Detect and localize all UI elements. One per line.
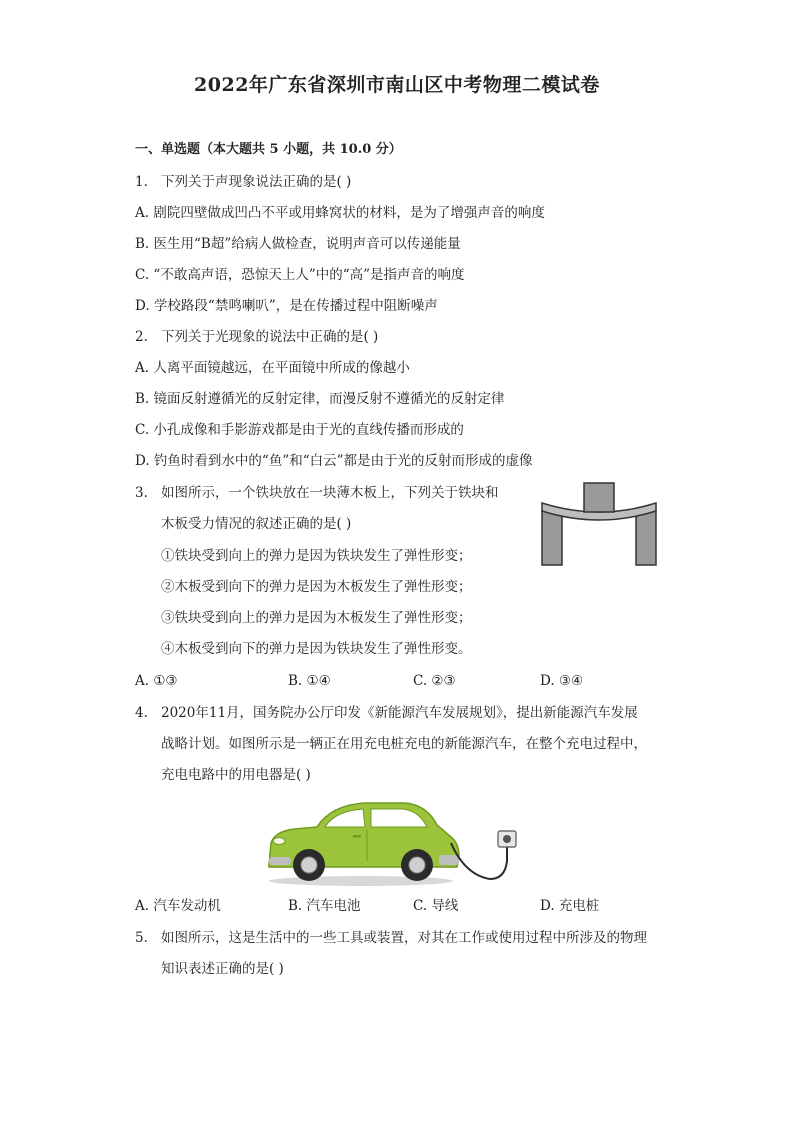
q1-option-c: C. “不敢高声语，恐惊天上人”中的“高”是指声音的响度 — [135, 267, 465, 283]
charging-cable — [451, 843, 507, 879]
question-text: 2020年11月，国务院办公厅印发《新能源汽车发展规划》，提出新能源汽车发展 — [161, 705, 638, 721]
question-number: 4. — [135, 705, 148, 721]
question-3-stem — [135, 483, 499, 503]
q3-statement-4: ④木板受到向下的弹力是因为铁块发生了弹性形变。 — [161, 641, 472, 657]
q3-statement-2: ②木板受到向下的弹力是因为木板发生了弹性形变； — [161, 579, 472, 595]
q2-option-d: D. 钓鱼时看到水中的“鱼”和“白云”都是由于光的反射而形成的虚像 — [135, 453, 533, 469]
question-text: 如图所示，这是生活中的一些工具或装置，对其在工作或使用过程中所涉及的物理 — [161, 930, 647, 946]
question-4-stem-cont-1: 战略计划。如图所示是一辆正在用充电桩充电的新能源汽车，在整个充电过程中， — [161, 736, 647, 752]
question-number: 3. — [135, 485, 148, 501]
iron-block — [584, 483, 614, 512]
car-bumper-rear — [439, 855, 459, 865]
question-text: 如图所示，一个铁块放在一块薄木板上，下列关于铁块和 — [161, 485, 499, 501]
car-door-handle — [353, 835, 361, 838]
car-headlight — [273, 838, 285, 845]
question-number: 1. — [135, 174, 148, 190]
block-on-board-figure — [538, 481, 660, 567]
q3-option-d: D. ③④ — [540, 673, 584, 689]
q2-option-a: A. 人离平面镜越远，在平面镜中所成的像越小 — [135, 360, 410, 376]
question-2-stem — [135, 327, 378, 347]
question-5-stem-cont: 知识表述正确的是( ) — [161, 961, 284, 977]
q2-option-c: C. 小孔成像和手影游戏都是由于光的直线传播而形成的 — [135, 422, 464, 438]
left-pillar — [542, 511, 562, 565]
charger-plug-icon — [503, 835, 511, 843]
rear-wheel-rim — [409, 857, 425, 873]
q4-option-a: A. 汽车发动机 — [135, 898, 221, 914]
question-text: 下列关于声现象说法正确的是( ) — [161, 174, 352, 190]
q1-option-d: D. 学校路段“禁鸣喇叭”，是在传播过程中阻断噪声 — [135, 298, 438, 314]
q3-option-a: A. ①③ — [135, 673, 178, 689]
car-bumper-front — [269, 857, 291, 865]
q4-option-b: B. 汽车电池 — [288, 898, 361, 914]
question-number: 2. — [135, 329, 148, 345]
q3-statement-1: ①铁块受到向上的弹力是因为铁块发生了弹性形变； — [161, 548, 472, 564]
electric-car-charging-figure — [265, 795, 527, 887]
q3-option-c: C. ②③ — [413, 673, 456, 689]
q2-option-b: B. 镜面反射遵循光的反射定律，而漫反射不遵循光的反射定律 — [135, 391, 505, 407]
q3-statement-3: ③铁块受到向上的弹力是因为木板发生了弹性形变； — [161, 610, 472, 626]
question-1-stem — [135, 172, 351, 192]
question-4-stem-cont-2: 充电电路中的用电器是( ) — [161, 767, 311, 783]
question-number: 5. — [135, 930, 148, 946]
front-wheel-rim — [301, 857, 317, 873]
q3-option-b: B. ①④ — [288, 673, 331, 689]
q4-option-d: D. 充电桩 — [540, 898, 600, 914]
question-4-stem — [135, 703, 638, 723]
right-pillar — [636, 511, 656, 565]
section-heading: 一、单选题（本大题共 5 小题，共 10.0 分） — [135, 142, 402, 157]
question-3-stem-cont: 木板受力情况的叙述正确的是( ) — [161, 516, 352, 532]
question-text: 下列关于光现象的说法中正确的是( ) — [161, 329, 379, 345]
q1-option-b: B. 医生用“B超”给病人做检查，说明声音可以传递能量 — [135, 236, 461, 252]
q1-option-a: A. 剧院四壁做成凹凸不平或用蜂窝状的材料，是为了增强声音的响度 — [135, 205, 545, 221]
q4-option-c: C. 导线 — [413, 898, 459, 914]
question-5-stem — [135, 928, 647, 948]
page-title: 2022年广东省深圳市南山区中考物理二模试卷 — [194, 74, 600, 96]
